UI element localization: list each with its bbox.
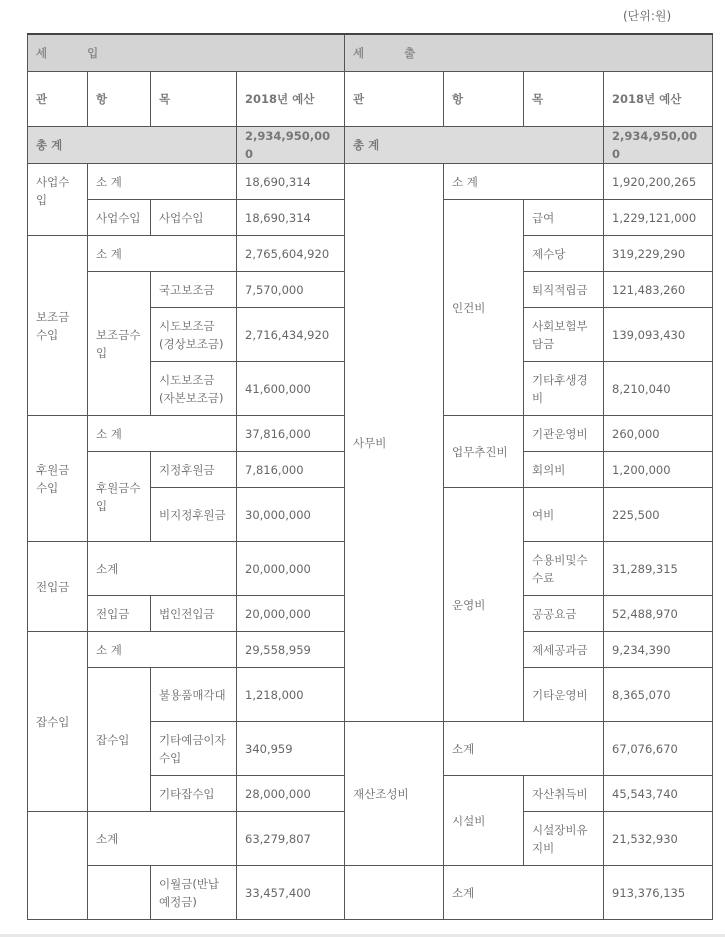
expense-mok: 제세공과금 [524, 632, 604, 668]
subtotal-label: 소계 [88, 812, 237, 866]
expense-value: 260,000 [604, 416, 713, 452]
income-gwan-donation: 후원금수입 [28, 416, 88, 542]
subtotal-value: 20,000,000 [237, 542, 345, 596]
subtotal-value: 18,690,314 [237, 164, 345, 200]
income-gwan-subsidy: 보조금수입 [28, 236, 88, 416]
income-hang: 잡수입 [88, 668, 151, 812]
expense-mok: 자산취득비 [524, 776, 604, 812]
income-value: 1,218,000 [237, 668, 345, 722]
subtotal-value: 37,816,000 [237, 416, 345, 452]
expense-value: 9,234,390 [604, 632, 713, 668]
income-hang: 전입금 [88, 596, 151, 632]
subtotal-label: 소 계 [88, 416, 237, 452]
subtotal-label: 소 계 [88, 236, 237, 272]
expense-mok: 기관운영비 [524, 416, 604, 452]
income-section-header: 세 입 [28, 34, 345, 72]
col-header-gwan: 관 [28, 72, 88, 127]
expense-value: 52,488,970 [604, 596, 713, 632]
expense-value: 319,229,290 [604, 236, 713, 272]
expense-mok: 시설장비유지비 [524, 812, 604, 866]
expense-gwan-property: 재산조성비 [345, 722, 444, 866]
expense-mok: 퇴직적립금 [524, 272, 604, 308]
income-mok: 시도보조금(경상보조금) [151, 308, 237, 362]
income-hang [88, 866, 151, 920]
subtotal-label: 소 계 [444, 164, 604, 200]
expense-mok: 기타후생경비 [524, 362, 604, 416]
expense-mok: 수용비및수수료 [524, 542, 604, 596]
expense-value: 8,210,040 [604, 362, 713, 416]
income-value: 2,716,434,920 [237, 308, 345, 362]
income-gwan-carryover [28, 812, 88, 920]
expense-mok: 여비 [524, 488, 604, 542]
grand-total-row [28, 127, 713, 164]
col-header-budget: 2018년 예산 [604, 72, 713, 127]
expense-value: 225,500 [604, 488, 713, 542]
subtotal-value: 2,765,604,920 [237, 236, 345, 272]
subtotal-label: 소계 [88, 542, 237, 596]
col-header-hang: 항 [444, 72, 524, 127]
col-header-hang: 항 [88, 72, 151, 127]
income-mok: 기타잡수입 [151, 776, 237, 812]
subtotal-value: 67,076,670 [604, 722, 713, 776]
table-row [28, 866, 713, 920]
table-row [28, 164, 713, 200]
subtotal-value: 1,920,200,265 [604, 164, 713, 200]
income-mok: 기타예금이자수입 [151, 722, 237, 776]
income-value: 20,000,000 [237, 596, 345, 632]
expense-gwan-office: 사무비 [345, 164, 444, 722]
income-mok: 시도보조금(자본보조금) [151, 362, 237, 416]
income-hang: 사업수입 [88, 200, 151, 236]
expense-mok: 공공요금 [524, 596, 604, 632]
subtotal-value: 63,279,807 [237, 812, 345, 866]
income-mok: 지정후원금 [151, 452, 237, 488]
income-value: 340,959 [237, 722, 345, 776]
income-value: 41,600,000 [237, 362, 345, 416]
expense-total-value: 2,934,950,000 [604, 127, 713, 164]
income-mok: 이월금(반납예정금) [151, 866, 237, 920]
column-header-row [28, 72, 713, 127]
income-gwan-business: 사업수입 [28, 164, 88, 236]
expense-value: 31,289,315 [604, 542, 713, 596]
income-value: 33,457,400 [237, 866, 345, 920]
income-gwan-transfer: 전입금 [28, 542, 88, 632]
expense-value: 139,093,430 [604, 308, 713, 362]
income-value: 30,000,000 [237, 488, 345, 542]
expense-hang-personnel: 인건비 [444, 200, 524, 416]
income-mok: 비지정후원금 [151, 488, 237, 542]
income-mok: 사업수입 [151, 200, 237, 236]
unit-label: (단위:원) [623, 9, 672, 23]
expense-value: 121,483,260 [604, 272, 713, 308]
subtotal-label: 소 계 [88, 632, 237, 668]
expense-gwan-next [345, 866, 444, 920]
col-header-mok: 목 [151, 72, 237, 127]
expense-value: 1,200,000 [604, 452, 713, 488]
expense-hang-facility: 시설비 [444, 776, 524, 866]
subtotal-label: 소 계 [88, 164, 237, 200]
income-value: 7,570,000 [237, 272, 345, 308]
expense-mok: 제수당 [524, 236, 604, 272]
expense-hang-operating: 운영비 [444, 488, 524, 722]
col-header-gwan: 관 [345, 72, 444, 127]
col-header-budget: 2018년 예산 [237, 72, 345, 127]
expense-mok: 사회보험부담금 [524, 308, 604, 362]
expense-mok: 기타운영비 [524, 668, 604, 722]
subtotal-label: 소계 [444, 722, 604, 776]
income-hang: 보조금수입 [88, 272, 151, 416]
income-gwan-misc: 잡수입 [28, 632, 88, 812]
income-value: 7,816,000 [237, 452, 345, 488]
subtotal-value: 913,376,135 [604, 866, 713, 920]
expense-hang-business-promo: 업무추진비 [444, 416, 524, 488]
income-total-value: 2,934,950,000 [237, 127, 345, 164]
expense-mok: 회의비 [524, 452, 604, 488]
income-value: 18,690,314 [237, 200, 345, 236]
expense-value: 8,365,070 [604, 668, 713, 722]
subtotal-value: 29,558,959 [237, 632, 345, 668]
expense-mok: 급여 [524, 200, 604, 236]
expense-total-label: 총 계 [345, 127, 604, 164]
section-header-row [28, 34, 713, 72]
budget-table [27, 33, 713, 920]
expense-section-header: 세 출 [345, 34, 713, 72]
expense-value: 45,543,740 [604, 776, 713, 812]
income-hang: 후원금수입 [88, 452, 151, 542]
income-mok: 법인전입금 [151, 596, 237, 632]
col-header-mok: 목 [524, 72, 604, 127]
expense-value: 21,532,930 [604, 812, 713, 866]
subtotal-label: 소계 [444, 866, 604, 920]
income-mok: 국고보조금 [151, 272, 237, 308]
income-mok: 불용품매각대 [151, 668, 237, 722]
income-value: 28,000,000 [237, 776, 345, 812]
expense-value: 1,229,121,000 [604, 200, 713, 236]
income-total-label: 총 계 [28, 127, 237, 164]
